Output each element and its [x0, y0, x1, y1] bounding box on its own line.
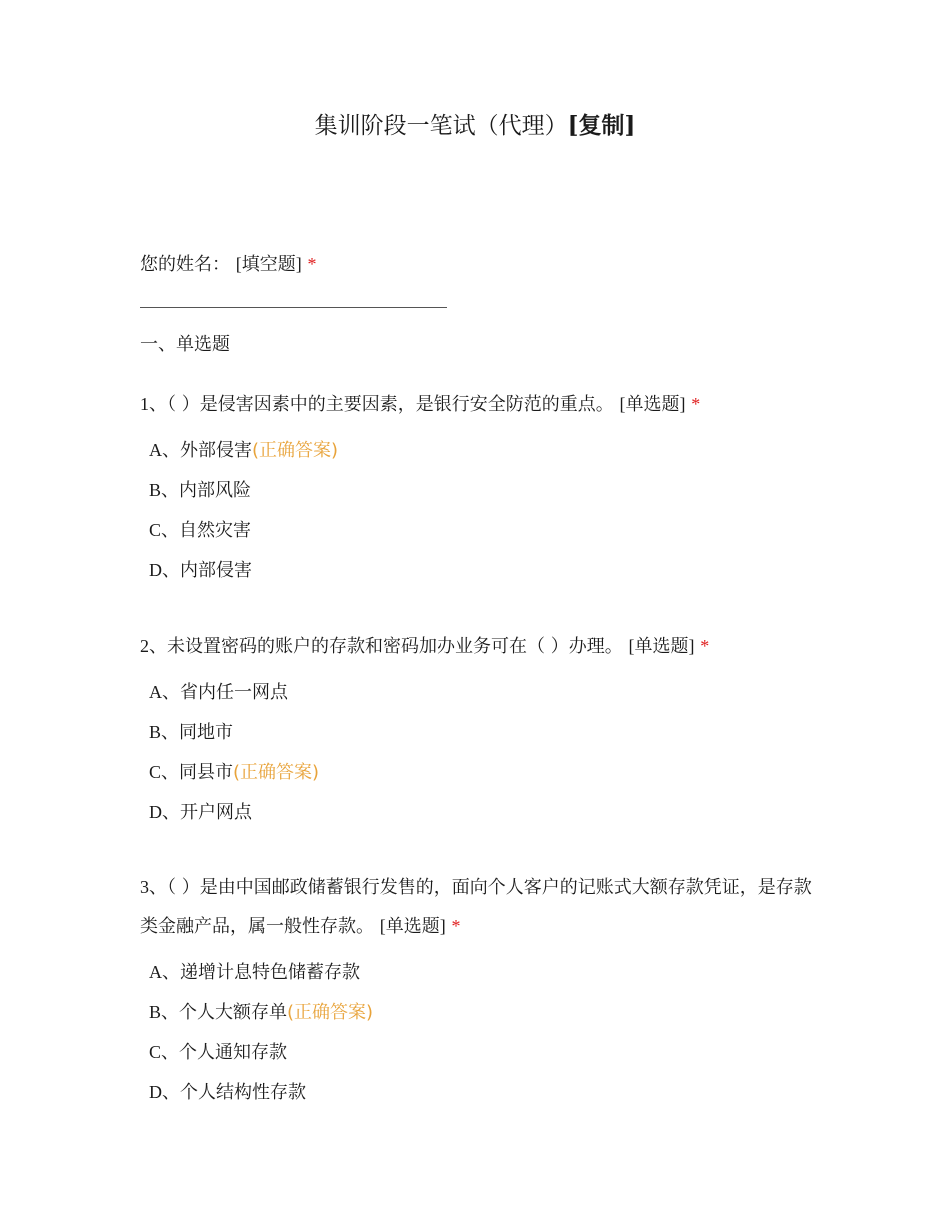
option-text: 内部风险	[179, 480, 252, 501]
correct-answer-label: (正确答案)	[252, 440, 339, 461]
question-2	[140, 627, 820, 666]
question-text: 未设置密码的账户的存款和密码加办业务可在（ ）办理。	[167, 636, 623, 657]
option-text: 开户网点	[180, 802, 252, 823]
option-letter: A、	[149, 962, 180, 982]
option-1a[interactable]	[149, 435, 338, 466]
option-letter: D、	[149, 1082, 180, 1102]
required-mark: *	[307, 254, 317, 274]
question-type-tag: [单选题]	[628, 636, 695, 656]
option-text: 自然灾害	[179, 520, 252, 541]
required-mark: *	[451, 916, 461, 936]
option-text: 内部侵害	[180, 560, 252, 581]
option-3d[interactable]	[149, 1077, 306, 1108]
name-answer-line[interactable]	[140, 307, 447, 308]
question-3	[140, 868, 820, 946]
option-letter: A、	[149, 440, 180, 460]
option-1d[interactable]	[149, 555, 252, 586]
question-1	[140, 385, 820, 424]
question-type-tag: [单选题]	[379, 916, 446, 936]
survey-title	[0, 108, 950, 144]
option-text: 同县市	[179, 762, 234, 783]
question-number: 2、	[140, 636, 167, 656]
option-letter: C、	[149, 1042, 180, 1062]
name-question-label: 您的姓名：	[140, 254, 230, 275]
option-text: 个人大额存单	[179, 1002, 288, 1023]
option-letter: B、	[149, 722, 180, 742]
option-2c[interactable]	[149, 757, 319, 788]
option-letter: C、	[149, 762, 180, 782]
correct-answer-label: (正确答案)	[233, 762, 320, 783]
option-letter: B、	[149, 480, 180, 500]
option-3c[interactable]	[149, 1037, 287, 1068]
option-letter: D、	[149, 802, 180, 822]
name-question	[140, 245, 820, 284]
survey-title-main: 集训阶段一笔试（代理）	[314, 113, 568, 139]
required-mark: *	[700, 636, 710, 656]
option-2a[interactable]	[149, 677, 288, 708]
option-text: 同地市	[179, 722, 234, 743]
option-text: 个人结构性存款	[180, 1082, 306, 1103]
question-type-tag: [单选题]	[619, 394, 686, 414]
option-1b[interactable]	[149, 475, 251, 506]
name-question-type-tag: [填空题]	[235, 254, 302, 274]
survey-title-copy-tag: [复制]	[567, 112, 636, 139]
option-letter: C、	[149, 520, 180, 540]
option-2b[interactable]	[149, 717, 233, 748]
question-text: （ ）是由中国邮政储蓄银行发售的，面向个人客户的记账式大额存款凭证，是存款类金融产品，属一般性存款。	[140, 877, 812, 937]
option-text: 外部侵害	[180, 440, 252, 461]
option-text: 个人通知存款	[179, 1042, 288, 1063]
option-letter: D、	[149, 560, 180, 580]
question-number: 1、	[140, 394, 167, 414]
option-3b[interactable]	[149, 997, 373, 1028]
section-title: 一、单选题	[140, 334, 230, 355]
question-number: 3、	[140, 877, 167, 897]
option-letter: B、	[149, 1002, 180, 1022]
correct-answer-label: (正确答案)	[287, 1002, 374, 1023]
option-2d[interactable]	[149, 797, 252, 828]
option-text: 递增计息特色储蓄存款	[180, 962, 360, 983]
option-1c[interactable]	[149, 515, 251, 546]
option-3a[interactable]	[149, 957, 360, 988]
question-text: （ ）是侵害因素中的主要因素，是银行安全防范的重点。	[167, 394, 614, 415]
required-mark: *	[691, 394, 701, 414]
option-text: 省内任一网点	[180, 682, 288, 703]
option-letter: A、	[149, 682, 180, 702]
